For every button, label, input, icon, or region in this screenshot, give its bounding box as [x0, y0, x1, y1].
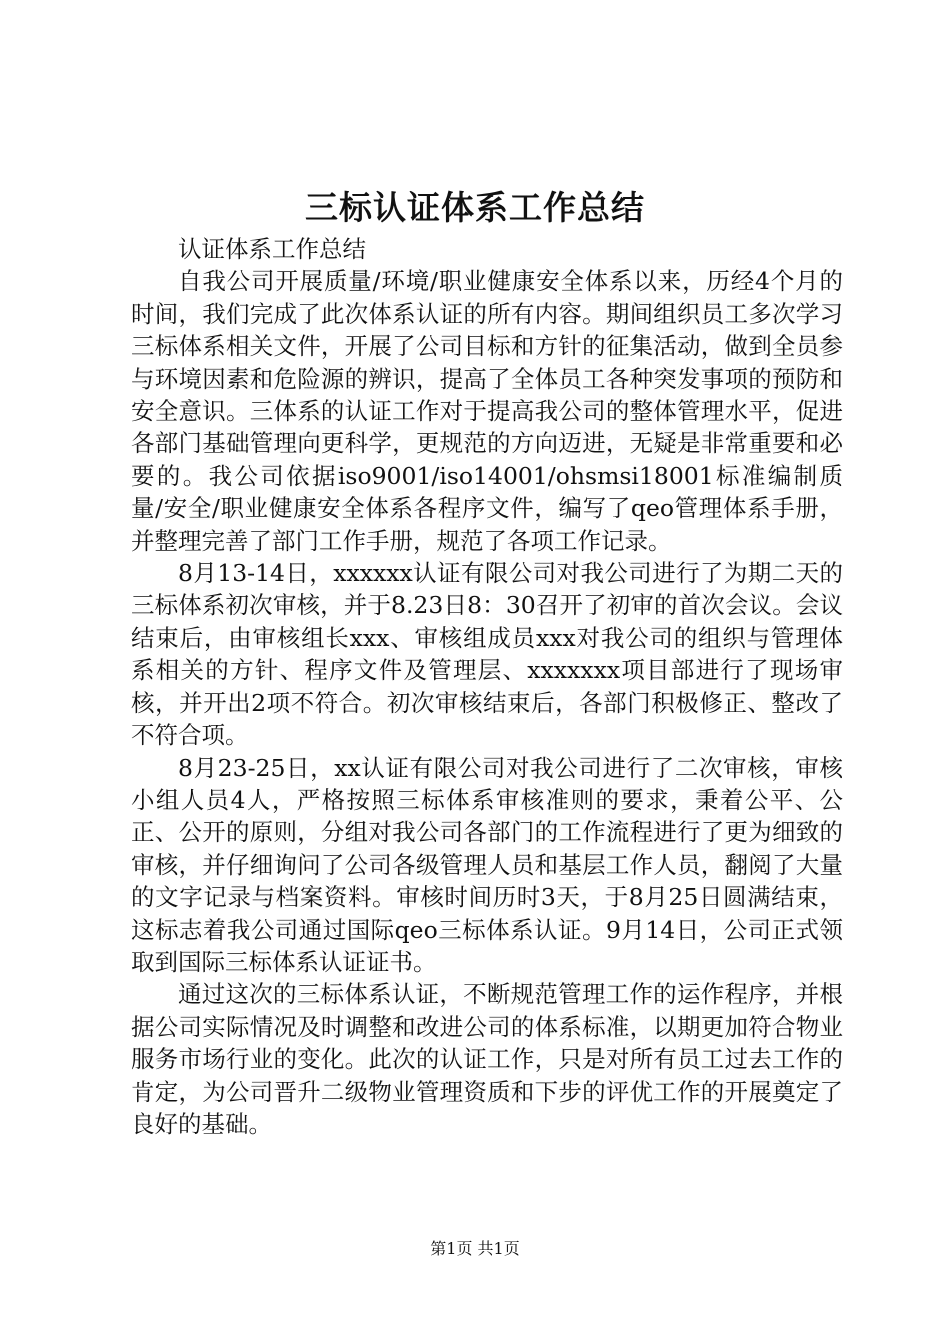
- document-title: 三标认证体系工作总结: [305, 188, 645, 227]
- paragraph: 通过这次的三标体系认证，不断规范管理工作的运作程序，并根据公司实际情况及时调整和改进公司的体系标准，以期更加符合物业服务市场行业的变化。此次的认证工作，只是对所有员工过去工作的肯定，为公司晋升二级物业管理资质和下步的评优工作的开展奠定了良好的基础。: [131, 980, 843, 1138]
- page-footer: 第1页 共1页: [430, 1239, 520, 1258]
- paragraph: 自我公司开展质量/环境/职业健康安全体系以来，历经4个月的时间，我们完成了此次体系认证的所有内容。期间组织员工多次学习三标体系相关文件，开展了公司目标和方针的征集活动，做到全员参与环境因素和危险源的辨识，提高了全体员工各种突发事项的预防和安全意识。三体系的认证工作对于提高我公司的整体管理水平，促进各部门基础管理向更科学，更规范的方向迈进，无疑是非常重要和必要的。我公司依据iso9001/iso14001/ohsmsi18001标准编制质量/安全/职业健康安全体系各程序文件，编写了qeo管理体系手册，并整理完善了部门工作手册，规范了各项工作记录。: [131, 267, 843, 555]
- paragraph: 8月23-25日，xx认证有限公司对我公司进行了二次审核，审核小组人员4人，严格按照三标体系审核准则的要求，秉着公平、公正、公开的原则，分组对我公司各部门的工作流程进行了更为细致的审核，并仔细询问了公司各级管理人员和基层工作人员，翻阅了大量的文字记录与档案资料。审核时间历时3天，于8月25日圆满结束，这标志着我公司通过国际qeo三标体系认证。9月14日，公司正式领取到国际三标体系认证证书。: [131, 753, 843, 976]
- document-body: [131, 233, 843, 1140]
- paragraph: 8月13-14日，xxxxxx认证有限公司对我公司进行了为期二天的三标体系初次审核，并于8.23日8：30召开了初审的首次会议。会议结束后，由审核组长xxx、审核组成员xxx对我公司的组织与管理体系相关的方针、程序文件及管理层、xxxxxxx项目部进行了现场审核，并开出2项不符合。初次审核结束后，各部门积极修正、整改了不符合项。: [131, 559, 843, 750]
- document-subtitle: 认证体系工作总结: [178, 235, 366, 263]
